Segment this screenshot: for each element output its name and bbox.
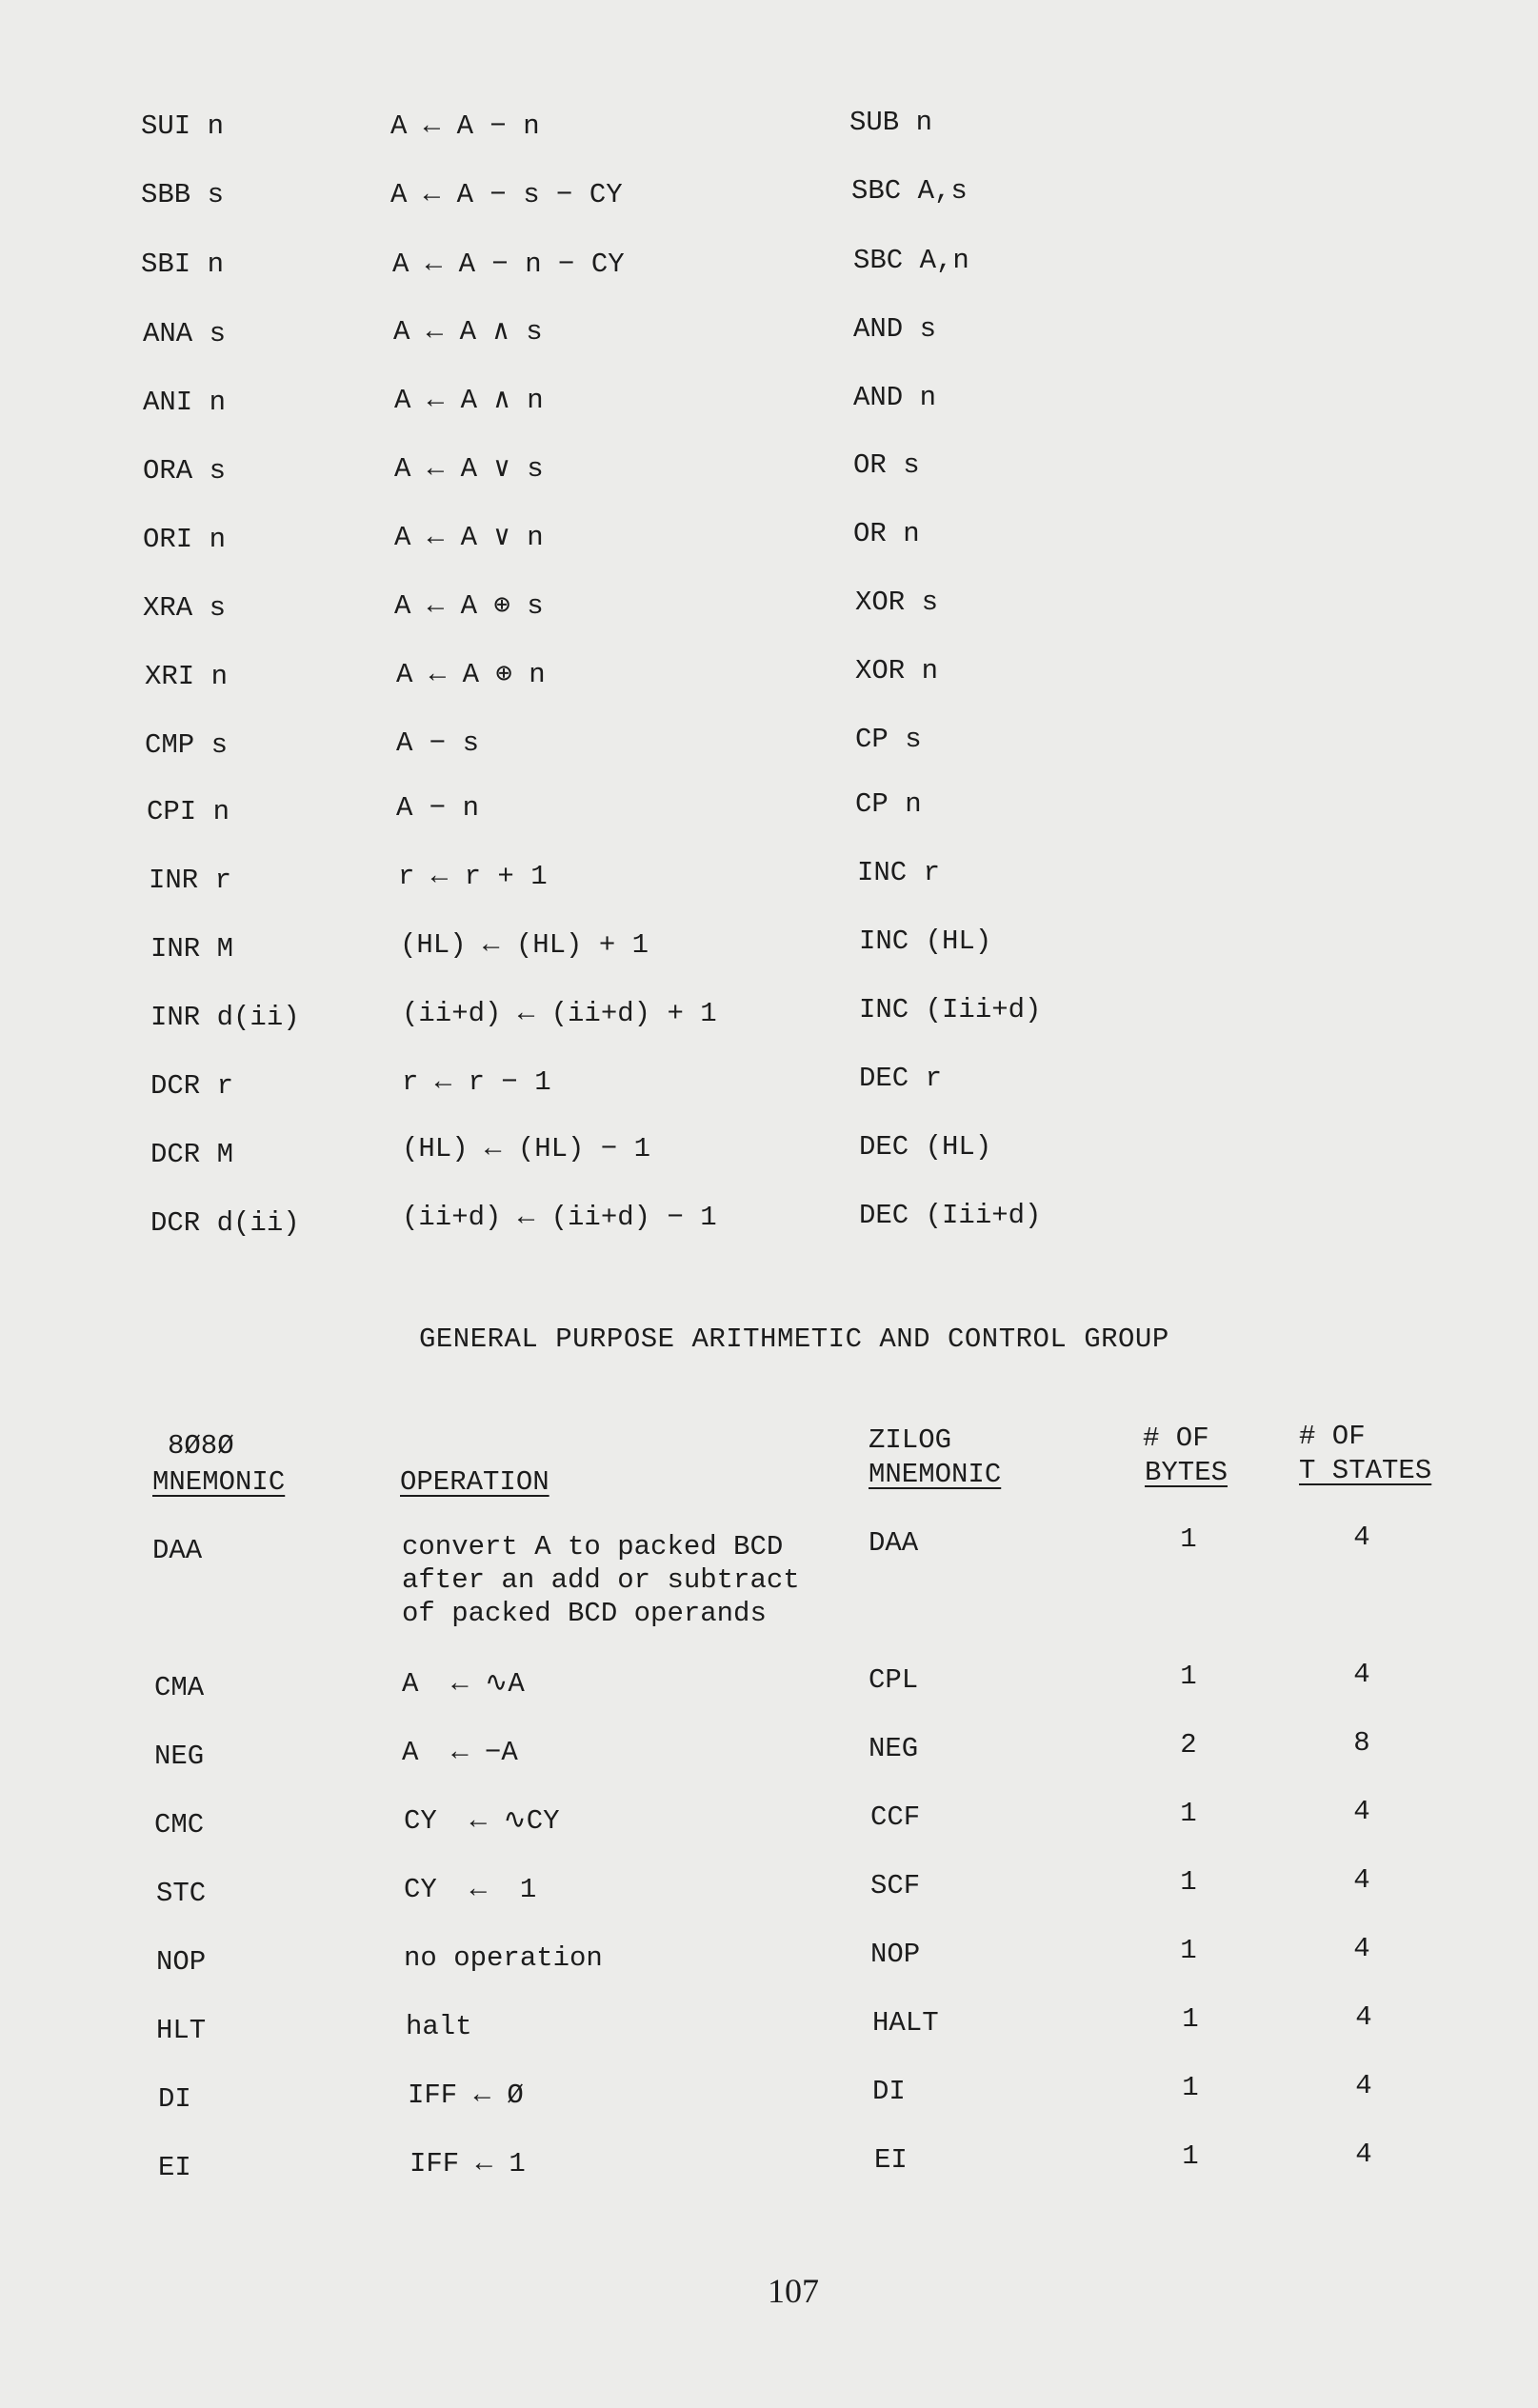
header-operation: OPERATION xyxy=(400,1466,549,1498)
bytes-count: 1 xyxy=(1182,2140,1199,2172)
operation: A ← A ⊕ n xyxy=(396,659,546,690)
bytes-count: 1 xyxy=(1180,1661,1197,1692)
mnemonic-8080: XRA s xyxy=(143,592,227,624)
mnemonic-zilog: SBC A,s xyxy=(851,175,968,207)
mnemonic-zilog: OR n xyxy=(853,518,920,549)
operation: (HL) ← (HL) − 1 xyxy=(402,1133,651,1164)
mnemonic-zilog: DEC r xyxy=(859,1063,943,1094)
mnemonic-8080: CMP s xyxy=(145,729,229,761)
mnemonic-zilog: SUB n xyxy=(849,107,933,138)
header-zilog-line1: ZILOG xyxy=(869,1424,952,1456)
mnemonic-8080: DI xyxy=(158,2083,191,2115)
mnemonic-8080: EI xyxy=(158,2152,191,2183)
bytes-count: 1 xyxy=(1182,2003,1199,2035)
mnemonic-zilog: SCF xyxy=(870,1870,921,1901)
mnemonic-8080: ORA s xyxy=(143,455,227,487)
tstates-count: 4 xyxy=(1353,1933,1370,1964)
mnemonic-zilog: NOP xyxy=(870,1939,921,1970)
operation: (ii+d) ← (ii+d) + 1 xyxy=(402,998,717,1029)
mnemonic-8080: ANA s xyxy=(143,318,227,349)
mnemonic-8080: INR d(ii) xyxy=(150,1002,300,1033)
operation: r ← r − 1 xyxy=(402,1066,551,1098)
header-8080-line1: 8Ø8Ø xyxy=(168,1430,234,1462)
tstates-count: 4 xyxy=(1353,1796,1370,1827)
section-title: GENERAL PURPOSE ARITHMETIC AND CONTROL GROUP xyxy=(419,1323,1169,1355)
mnemonic-zilog: INC (Iii+d) xyxy=(859,994,1042,1025)
mnemonic-8080: CPI n xyxy=(147,796,230,827)
operation: A ← A ∧ s xyxy=(393,316,543,348)
bytes-count: 1 xyxy=(1180,1866,1197,1898)
header-8080-mnemonic: MNEMONIC xyxy=(152,1466,286,1498)
mnemonic-8080: SBB s xyxy=(141,179,225,210)
mnemonic-zilog: XOR s xyxy=(855,587,939,618)
mnemonic-8080: XRI n xyxy=(145,661,229,692)
operation: convert A to packed BCD after an add or subtract of packed BCD operands xyxy=(402,1531,800,1629)
operation: halt xyxy=(406,2011,472,2042)
mnemonic-8080: STC xyxy=(156,1878,207,1909)
mnemonic-8080: HLT xyxy=(156,2015,207,2046)
header-bytes: BYTES xyxy=(1145,1457,1228,1488)
mnemonic-zilog: DEC (HL) xyxy=(859,1131,992,1163)
operation: r ← r + 1 xyxy=(398,861,548,892)
operation: (HL) ← (HL) + 1 xyxy=(400,929,649,961)
header-tstates: T STATES xyxy=(1299,1455,1432,1486)
tstates-count: 4 xyxy=(1355,2070,1372,2101)
tstates-count: 4 xyxy=(1353,1864,1370,1896)
mnemonic-8080: DCR M xyxy=(150,1139,234,1170)
tstates-count: 8 xyxy=(1353,1727,1370,1759)
bytes-count: 1 xyxy=(1180,1935,1197,1966)
header-zilog-mnemonic: MNEMONIC xyxy=(869,1459,1002,1490)
header-tstates-line1: # OF xyxy=(1299,1421,1366,1452)
mnemonic-zilog: AND s xyxy=(853,313,937,345)
operation: A ← −A xyxy=(402,1737,518,1768)
mnemonic-zilog: DI xyxy=(872,2076,906,2107)
mnemonic-zilog: INC (HL) xyxy=(859,925,992,957)
mnemonic-zilog: EI xyxy=(874,2144,908,2176)
mnemonic-8080: CMA xyxy=(154,1672,205,1703)
mnemonic-zilog: HALT xyxy=(872,2007,939,2039)
mnemonic-8080: ORI n xyxy=(143,524,227,555)
operation: no operation xyxy=(404,1942,603,1974)
operation: A ← A ⊕ s xyxy=(394,590,544,622)
operation: A ← A − s − CY xyxy=(390,179,623,210)
operation: A − s xyxy=(396,727,480,759)
mnemonic-8080: SUI n xyxy=(141,110,225,142)
mnemonic-8080: NOP xyxy=(156,1946,207,1978)
operation: CY ← ∿CY xyxy=(404,1805,560,1837)
mnemonic-zilog: INC r xyxy=(857,857,941,888)
operation: A − n xyxy=(396,792,480,824)
tstates-count: 4 xyxy=(1353,1659,1370,1690)
mnemonic-8080: SBI n xyxy=(141,249,225,280)
mnemonic-zilog: SBC A,n xyxy=(853,245,969,276)
mnemonic-8080: DAA xyxy=(152,1535,203,1566)
operation: CY ← 1 xyxy=(404,1874,537,1905)
tstates-count: 4 xyxy=(1355,2139,1372,2170)
bytes-count: 1 xyxy=(1182,2072,1199,2103)
operation: A ← A ∨ n xyxy=(394,522,544,553)
mnemonic-zilog: NEG xyxy=(869,1733,919,1764)
tstates-count: 4 xyxy=(1355,2001,1372,2033)
mnemonic-8080: ANI n xyxy=(143,387,227,418)
operation: A ← A ∧ n xyxy=(394,385,544,416)
mnemonic-8080: INR M xyxy=(150,933,234,965)
tstates-count: 4 xyxy=(1353,1522,1370,1553)
operation: A ← A − n − CY xyxy=(392,249,625,280)
page-number: 107 xyxy=(768,2272,819,2310)
header-bytes-line1: # OF xyxy=(1143,1423,1209,1454)
mnemonic-zilog: CP s xyxy=(855,724,922,755)
operation: IFF ← Ø xyxy=(408,2080,524,2111)
mnemonic-zilog: CCF xyxy=(870,1801,921,1833)
bytes-count: 1 xyxy=(1180,1523,1197,1555)
mnemonic-zilog: XOR n xyxy=(855,655,939,687)
operation: A ← ∿A xyxy=(402,1668,525,1700)
operation: IFF ← 1 xyxy=(409,2148,526,2179)
mnemonic-8080: DCR r xyxy=(150,1070,234,1102)
mnemonic-zilog: DAA xyxy=(869,1527,919,1559)
bytes-count: 1 xyxy=(1180,1798,1197,1829)
operation: A ← A − n xyxy=(390,110,540,142)
operation: A ← A ∨ s xyxy=(394,453,544,485)
operation: (ii+d) ← (ii+d) − 1 xyxy=(402,1202,717,1233)
mnemonic-8080: CMC xyxy=(154,1809,205,1841)
mnemonic-zilog: OR s xyxy=(853,449,920,481)
mnemonic-8080: DCR d(ii) xyxy=(150,1207,300,1239)
bytes-count: 2 xyxy=(1180,1729,1197,1761)
mnemonic-8080: NEG xyxy=(154,1741,205,1772)
mnemonic-zilog: AND n xyxy=(853,382,937,413)
mnemonic-zilog: DEC (Iii+d) xyxy=(859,1200,1042,1231)
mnemonic-zilog: CPL xyxy=(869,1664,919,1696)
mnemonic-8080: INR r xyxy=(149,865,232,896)
mnemonic-zilog: CP n xyxy=(855,788,922,820)
